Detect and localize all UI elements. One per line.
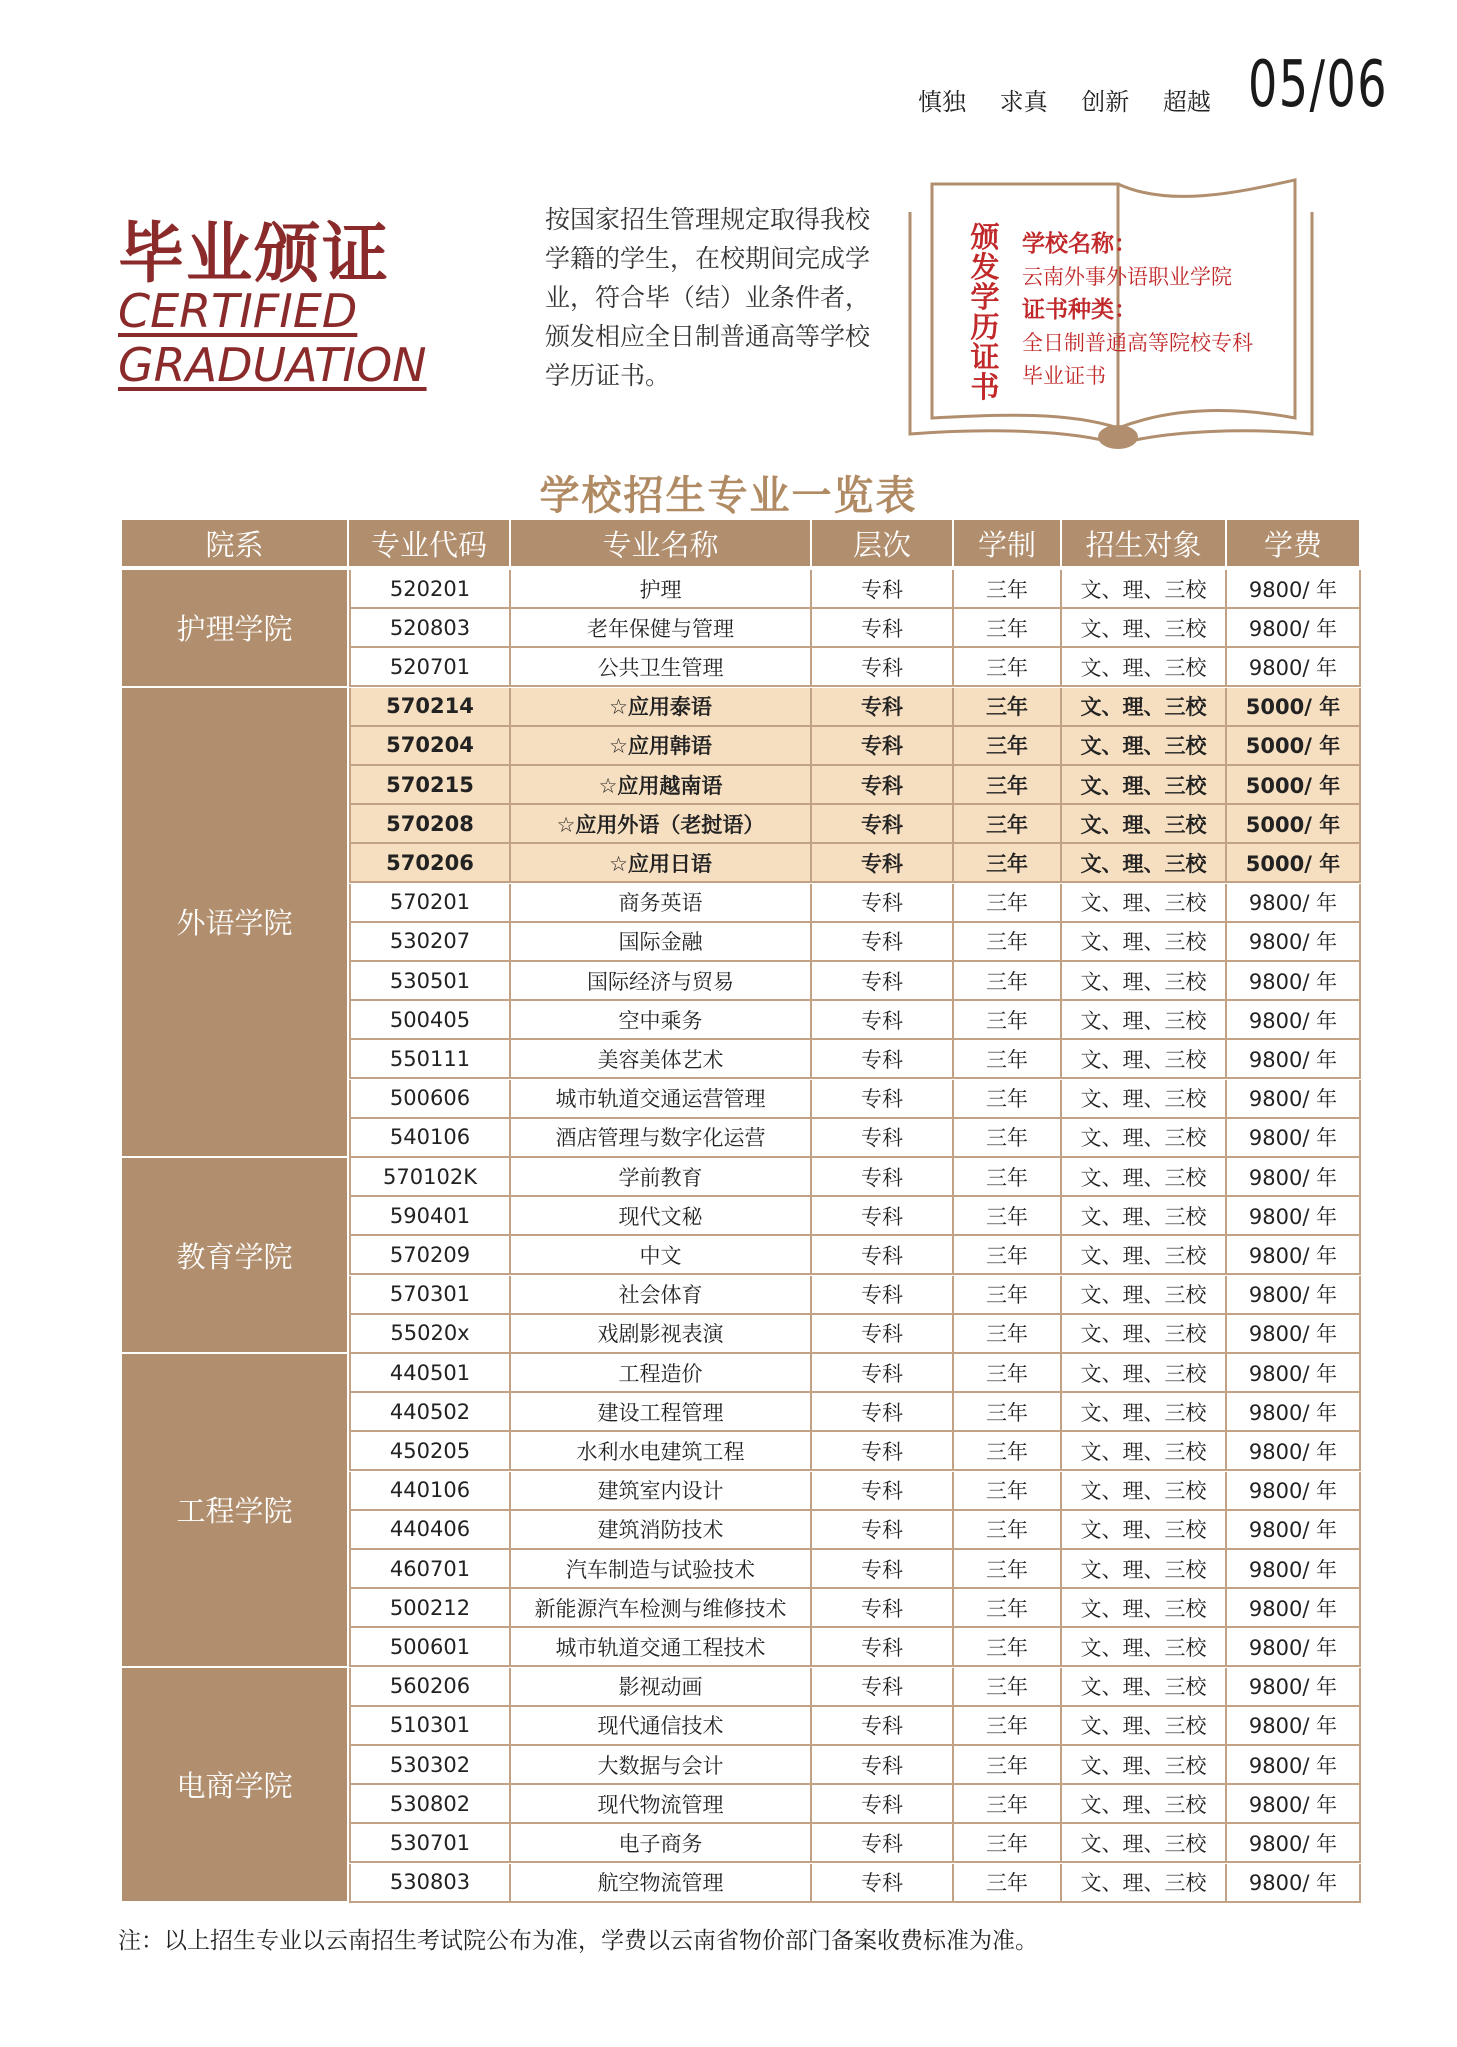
cell-code: 520701 <box>349 648 511 687</box>
cell-major: 酒店管理与数字化运营 <box>511 1119 812 1158</box>
department-cell: 护理学院 <box>122 570 347 686</box>
table-row <box>349 1354 1361 1393</box>
cell-major: ☆应用泰语 <box>511 688 812 727</box>
cell-tuition: 9800/ 年 <box>1227 1080 1361 1119</box>
section-title-en-line2: GRADUATION <box>118 338 427 392</box>
table-row <box>349 1707 1361 1746</box>
table-title: 学校招生专业一览表 <box>539 473 918 519</box>
motto-item: 创新 <box>1081 88 1130 116</box>
department-cell: 工程学院 <box>122 1354 347 1666</box>
cell-target: 文、理、三校 <box>1062 1040 1227 1079</box>
cell-level: 专科 <box>812 1550 954 1589</box>
cell-major: 建筑室内设计 <box>511 1472 812 1511</box>
table-row <box>349 1589 1361 1628</box>
cell-level: 专科 <box>812 1040 954 1079</box>
cell-duration: 三年 <box>954 609 1062 648</box>
cell-code: 440501 <box>349 1354 511 1393</box>
cell-duration: 三年 <box>954 1158 1062 1197</box>
cell-major: 电子商务 <box>511 1824 812 1863</box>
cell-major: 现代文秘 <box>511 1197 812 1236</box>
cell-duration: 三年 <box>954 962 1062 1001</box>
table-row <box>349 1550 1361 1589</box>
cell-duration: 三年 <box>954 766 1062 805</box>
cell-tuition: 9800/ 年 <box>1227 1628 1361 1667</box>
cell-duration: 三年 <box>954 1472 1062 1511</box>
cell-level: 专科 <box>812 1707 954 1746</box>
certificate-info <box>1022 228 1253 393</box>
cell-target: 文、理、三校 <box>1062 1432 1227 1471</box>
cell-target: 文、理、三校 <box>1062 923 1227 962</box>
cell-major: 公共卫生管理 <box>511 648 812 687</box>
cell-major: 商务英语 <box>511 884 812 923</box>
cell-major: 影视动画 <box>511 1668 812 1707</box>
cell-code: 440502 <box>349 1393 511 1432</box>
cell-tuition: 9800/ 年 <box>1227 1040 1361 1079</box>
cell-duration: 三年 <box>954 844 1062 883</box>
cell-duration: 三年 <box>954 1315 1062 1354</box>
cell-duration: 三年 <box>954 1668 1062 1707</box>
cell-target: 文、理、三校 <box>1062 1158 1227 1197</box>
cell-major: 美容美体艺术 <box>511 1040 812 1079</box>
cell-target: 文、理、三校 <box>1062 1119 1227 1158</box>
cell-code: 500606 <box>349 1080 511 1119</box>
cell-target: 文、理、三校 <box>1062 1197 1227 1236</box>
cell-duration: 三年 <box>954 1040 1062 1079</box>
department-cell: 教育学院 <box>122 1158 347 1352</box>
cell-tuition: 9800/ 年 <box>1227 1276 1361 1315</box>
cell-target: 文、理、三校 <box>1062 1511 1227 1550</box>
cell-major: 建设工程管理 <box>511 1393 812 1432</box>
cell-level: 专科 <box>812 1785 954 1824</box>
cell-major: 新能源汽车检测与维修技术 <box>511 1589 812 1628</box>
department-cell: 电商学院 <box>122 1668 347 1901</box>
table-row <box>349 648 1361 687</box>
cell-target: 文、理、三校 <box>1062 1001 1227 1040</box>
cell-tuition: 9800/ 年 <box>1227 1707 1361 1746</box>
header-level: 层次 <box>812 520 952 566</box>
cell-tuition: 9800/ 年 <box>1227 609 1361 648</box>
cell-target: 文、理、三校 <box>1062 805 1227 844</box>
cell-code: 570201 <box>349 884 511 923</box>
table-row <box>349 1315 1361 1354</box>
school-name: 云南外事外语职业学院 <box>1022 265 1232 289</box>
cell-tuition: 9800/ 年 <box>1227 1589 1361 1628</box>
cell-major: 现代通信技术 <box>511 1707 812 1746</box>
cell-level: 专科 <box>812 1158 954 1197</box>
cell-major: 城市轨道交通工程技术 <box>511 1628 812 1667</box>
table-row <box>349 1628 1361 1667</box>
certificate-vertical-label: 颁发学历证书 <box>970 220 1000 404</box>
cell-target: 文、理、三校 <box>1062 727 1227 766</box>
cell-major: ☆应用外语（老挝语） <box>511 805 812 844</box>
table-row <box>349 1785 1361 1824</box>
cell-level: 专科 <box>812 766 954 805</box>
cell-code: 540106 <box>349 1119 511 1158</box>
cell-tuition: 9800/ 年 <box>1227 1393 1361 1432</box>
cell-target: 文、理、三校 <box>1062 1276 1227 1315</box>
cell-major: 航空物流管理 <box>511 1864 812 1903</box>
cell-target: 文、理、三校 <box>1062 1472 1227 1511</box>
cell-duration: 三年 <box>954 1393 1062 1432</box>
header-major: 专业名称 <box>511 520 810 566</box>
section-title: 毕业颁证 <box>118 215 390 292</box>
cell-major: ☆应用韩语 <box>511 727 812 766</box>
cell-code: 530802 <box>349 1785 511 1824</box>
certificate-type-line1: 全日制普通高等院校专科 <box>1022 331 1253 355</box>
cell-tuition: 5000/ 年 <box>1227 766 1361 805</box>
cell-code: 570301 <box>349 1276 511 1315</box>
cell-duration: 三年 <box>954 1864 1062 1903</box>
table-row <box>349 727 1361 766</box>
cell-duration: 三年 <box>954 1628 1062 1667</box>
cell-target: 文、理、三校 <box>1062 688 1227 727</box>
cell-duration: 三年 <box>954 1236 1062 1275</box>
cell-target: 文、理、三校 <box>1062 884 1227 923</box>
table-row <box>349 962 1361 1001</box>
cell-target: 文、理、三校 <box>1062 1707 1227 1746</box>
cell-tuition: 9800/ 年 <box>1227 962 1361 1001</box>
cell-major: 城市轨道交通运营管理 <box>511 1080 812 1119</box>
cell-code: 530207 <box>349 923 511 962</box>
cell-level: 专科 <box>812 1824 954 1863</box>
table-row <box>349 1668 1361 1707</box>
cell-code: 520201 <box>349 570 511 609</box>
cell-major: 中文 <box>511 1236 812 1275</box>
cell-level: 专科 <box>812 1472 954 1511</box>
header-department: 院系 <box>122 520 347 566</box>
cell-level: 专科 <box>812 1511 954 1550</box>
cell-level: 专科 <box>812 609 954 648</box>
cell-target: 文、理、三校 <box>1062 1824 1227 1863</box>
cell-level: 专科 <box>812 923 954 962</box>
cell-tuition: 9800/ 年 <box>1227 1472 1361 1511</box>
header-duration: 学制 <box>954 520 1060 566</box>
header-code: 专业代码 <box>349 520 509 566</box>
certificate-type-label: 证书种类： <box>1022 297 1137 323</box>
cell-code: 500405 <box>349 1001 511 1040</box>
cell-target: 文、理、三校 <box>1062 1550 1227 1589</box>
cell-tuition: 9800/ 年 <box>1227 1236 1361 1275</box>
cell-level: 专科 <box>812 1628 954 1667</box>
cell-target: 文、理、三校 <box>1062 1864 1227 1903</box>
cell-code: 500212 <box>349 1589 511 1628</box>
cell-major: 现代物流管理 <box>511 1785 812 1824</box>
cell-duration: 三年 <box>954 570 1062 609</box>
cell-duration: 三年 <box>954 1354 1062 1393</box>
cell-major: ☆应用越南语 <box>511 766 812 805</box>
table-row <box>349 1197 1361 1236</box>
cell-tuition: 5000/ 年 <box>1227 727 1361 766</box>
cell-code: 570215 <box>349 766 511 805</box>
cell-duration: 三年 <box>954 1589 1062 1628</box>
cell-target: 文、理、三校 <box>1062 844 1227 883</box>
cell-tuition: 9800/ 年 <box>1227 1511 1361 1550</box>
table-row <box>349 844 1361 883</box>
cell-major: 国际金融 <box>511 923 812 962</box>
cell-level: 专科 <box>812 570 954 609</box>
section-title-en-line1: CERTIFIED <box>118 284 358 338</box>
cell-target: 文、理、三校 <box>1062 1746 1227 1785</box>
cell-tuition: 9800/ 年 <box>1227 1432 1361 1471</box>
cell-tuition: 9800/ 年 <box>1227 1197 1361 1236</box>
table-row <box>349 1080 1361 1119</box>
table-row <box>349 609 1361 648</box>
cell-level: 专科 <box>812 1864 954 1903</box>
cell-duration: 三年 <box>954 1197 1062 1236</box>
cell-duration: 三年 <box>954 648 1062 687</box>
cell-code: 570204 <box>349 727 511 766</box>
table-row <box>349 688 1361 727</box>
cell-major: 护理 <box>511 570 812 609</box>
cell-level: 专科 <box>812 1119 954 1158</box>
cell-code: 530701 <box>349 1824 511 1863</box>
cell-level: 专科 <box>812 1001 954 1040</box>
cell-level: 专科 <box>812 844 954 883</box>
cell-level: 专科 <box>812 1432 954 1471</box>
cell-tuition: 9800/ 年 <box>1227 1550 1361 1589</box>
school-label: 学校名称： <box>1022 231 1137 257</box>
cell-duration: 三年 <box>954 884 1062 923</box>
cell-major: 汽车制造与试验技术 <box>511 1550 812 1589</box>
cell-level: 专科 <box>812 1236 954 1275</box>
cell-code: 570102K <box>349 1158 511 1197</box>
cell-target: 文、理、三校 <box>1062 1589 1227 1628</box>
cell-code: 530302 <box>349 1746 511 1785</box>
cell-code: 570206 <box>349 844 511 883</box>
cell-target: 文、理、三校 <box>1062 648 1227 687</box>
table-row <box>349 766 1361 805</box>
cell-tuition: 9800/ 年 <box>1227 570 1361 609</box>
cell-target: 文、理、三校 <box>1062 570 1227 609</box>
cell-target: 文、理、三校 <box>1062 1628 1227 1667</box>
cell-major: 社会体育 <box>511 1276 812 1315</box>
cell-level: 专科 <box>812 884 954 923</box>
cell-duration: 三年 <box>954 923 1062 962</box>
cell-code: 570208 <box>349 805 511 844</box>
cell-tuition: 5000/ 年 <box>1227 688 1361 727</box>
cell-major: 老年保健与管理 <box>511 609 812 648</box>
table-row <box>349 1276 1361 1315</box>
cell-target: 文、理、三校 <box>1062 1354 1227 1393</box>
cell-duration: 三年 <box>954 1746 1062 1785</box>
cell-code: 590401 <box>349 1197 511 1236</box>
table-row <box>349 1158 1361 1197</box>
cell-duration: 三年 <box>954 1785 1062 1824</box>
cell-target: 文、理、三校 <box>1062 1315 1227 1354</box>
table-row <box>349 1824 1361 1863</box>
table-row <box>349 1236 1361 1275</box>
table-row <box>349 1001 1361 1040</box>
cell-tuition: 9800/ 年 <box>1227 648 1361 687</box>
cell-duration: 三年 <box>954 1511 1062 1550</box>
cell-duration: 三年 <box>954 1824 1062 1863</box>
cell-major: ☆应用日语 <box>511 844 812 883</box>
cell-tuition: 9800/ 年 <box>1227 1158 1361 1197</box>
cell-tuition: 9800/ 年 <box>1227 1315 1361 1354</box>
cell-level: 专科 <box>812 1354 954 1393</box>
cell-level: 专科 <box>812 962 954 1001</box>
cell-level: 专科 <box>812 1668 954 1707</box>
cell-target: 文、理、三校 <box>1062 766 1227 805</box>
cell-code: 440406 <box>349 1511 511 1550</box>
cell-tuition: 9800/ 年 <box>1227 1785 1361 1824</box>
cell-code: 570209 <box>349 1236 511 1275</box>
cell-target: 文、理、三校 <box>1062 1785 1227 1824</box>
cell-level: 专科 <box>812 1393 954 1432</box>
cell-level: 专科 <box>812 1276 954 1315</box>
table-row <box>349 1432 1361 1471</box>
cell-major: 水利水电建筑工程 <box>511 1432 812 1471</box>
cell-major: 戏剧影视表演 <box>511 1315 812 1354</box>
table-row <box>349 1472 1361 1511</box>
cell-duration: 三年 <box>954 1707 1062 1746</box>
cell-level: 专科 <box>812 727 954 766</box>
cell-tuition: 9800/ 年 <box>1227 923 1361 962</box>
table-row <box>349 923 1361 962</box>
footnote: 注：以上招生专业以云南招生考试院公布为准，学费以云南省物价部门备案收费标准为准。 <box>118 1928 1038 1954</box>
table-row <box>349 1746 1361 1785</box>
cell-duration: 三年 <box>954 727 1062 766</box>
cell-major: 国际经济与贸易 <box>511 962 812 1001</box>
motto-item: 求真 <box>999 88 1048 116</box>
cell-duration: 三年 <box>954 688 1062 727</box>
cell-tuition: 9800/ 年 <box>1227 884 1361 923</box>
cell-code: 440106 <box>349 1472 511 1511</box>
cell-code: 500601 <box>349 1628 511 1667</box>
header-target: 招生对象 <box>1062 520 1225 566</box>
motto-item: 超越 <box>1162 88 1211 116</box>
cell-major: 空中乘务 <box>511 1001 812 1040</box>
cell-target: 文、理、三校 <box>1062 1668 1227 1707</box>
cell-tuition: 9800/ 年 <box>1227 1668 1361 1707</box>
cell-tuition: 9800/ 年 <box>1227 1864 1361 1903</box>
cell-tuition: 9800/ 年 <box>1227 1119 1361 1158</box>
cell-level: 专科 <box>812 1197 954 1236</box>
cell-target: 文、理、三校 <box>1062 962 1227 1001</box>
cell-target: 文、理、三校 <box>1062 1080 1227 1119</box>
table-row <box>349 570 1361 609</box>
header-tuition: 学费 <box>1227 520 1359 566</box>
cell-tuition: 5000/ 年 <box>1227 844 1361 883</box>
cell-major: 学前教育 <box>511 1158 812 1197</box>
cell-code: 550111 <box>349 1040 511 1079</box>
cell-code: 530501 <box>349 962 511 1001</box>
cell-level: 专科 <box>812 805 954 844</box>
cell-tuition: 9800/ 年 <box>1227 1354 1361 1393</box>
cell-code: 460701 <box>349 1550 511 1589</box>
cell-duration: 三年 <box>954 1001 1062 1040</box>
cell-major: 大数据与会计 <box>511 1746 812 1785</box>
cell-level: 专科 <box>812 1746 954 1785</box>
table-row <box>349 805 1361 844</box>
intro-paragraph: 按国家招生管理规定取得我校学籍的学生，在校期间完成学业，符合毕（结）业条件者，颁发相应全日制普通高等学校学历证书。 <box>545 205 871 390</box>
cell-code: 55020x <box>349 1315 511 1354</box>
motto-item: 慎独 <box>918 88 966 116</box>
table-row <box>349 1040 1361 1079</box>
cell-level: 专科 <box>812 1589 954 1628</box>
cell-target: 文、理、三校 <box>1062 609 1227 648</box>
motto <box>918 82 1237 117</box>
cell-code: 530803 <box>349 1864 511 1903</box>
cell-tuition: 9800/ 年 <box>1227 1746 1361 1785</box>
cell-level: 专科 <box>812 1315 954 1354</box>
cell-duration: 三年 <box>954 1550 1062 1589</box>
cell-code: 570214 <box>349 688 511 727</box>
cell-duration: 三年 <box>954 1276 1062 1315</box>
cell-level: 专科 <box>812 1080 954 1119</box>
department-cell: 外语学院 <box>122 688 347 1156</box>
table-row <box>349 1511 1361 1550</box>
cell-major: 工程造价 <box>511 1354 812 1393</box>
cell-target: 文、理、三校 <box>1062 1236 1227 1275</box>
cell-code: 510301 <box>349 1707 511 1746</box>
cell-code: 520803 <box>349 609 511 648</box>
cell-level: 专科 <box>812 648 954 687</box>
table-row <box>349 1119 1361 1158</box>
cell-duration: 三年 <box>954 1432 1062 1471</box>
page-number: 05/06 <box>1248 48 1388 122</box>
cell-tuition: 9800/ 年 <box>1227 1001 1361 1040</box>
cell-target: 文、理、三校 <box>1062 1393 1227 1432</box>
cell-code: 450205 <box>349 1432 511 1471</box>
cell-major: 建筑消防技术 <box>511 1511 812 1550</box>
cell-tuition: 9800/ 年 <box>1227 1824 1361 1863</box>
cell-code: 560206 <box>349 1668 511 1707</box>
table-row <box>349 1393 1361 1432</box>
cell-duration: 三年 <box>954 1119 1062 1158</box>
certificate-type-line2: 毕业证书 <box>1022 364 1106 388</box>
table-row <box>349 884 1361 923</box>
cell-duration: 三年 <box>954 1080 1062 1119</box>
cell-level: 专科 <box>812 688 954 727</box>
cell-tuition: 5000/ 年 <box>1227 805 1361 844</box>
table-row <box>349 1864 1361 1903</box>
cell-duration: 三年 <box>954 805 1062 844</box>
